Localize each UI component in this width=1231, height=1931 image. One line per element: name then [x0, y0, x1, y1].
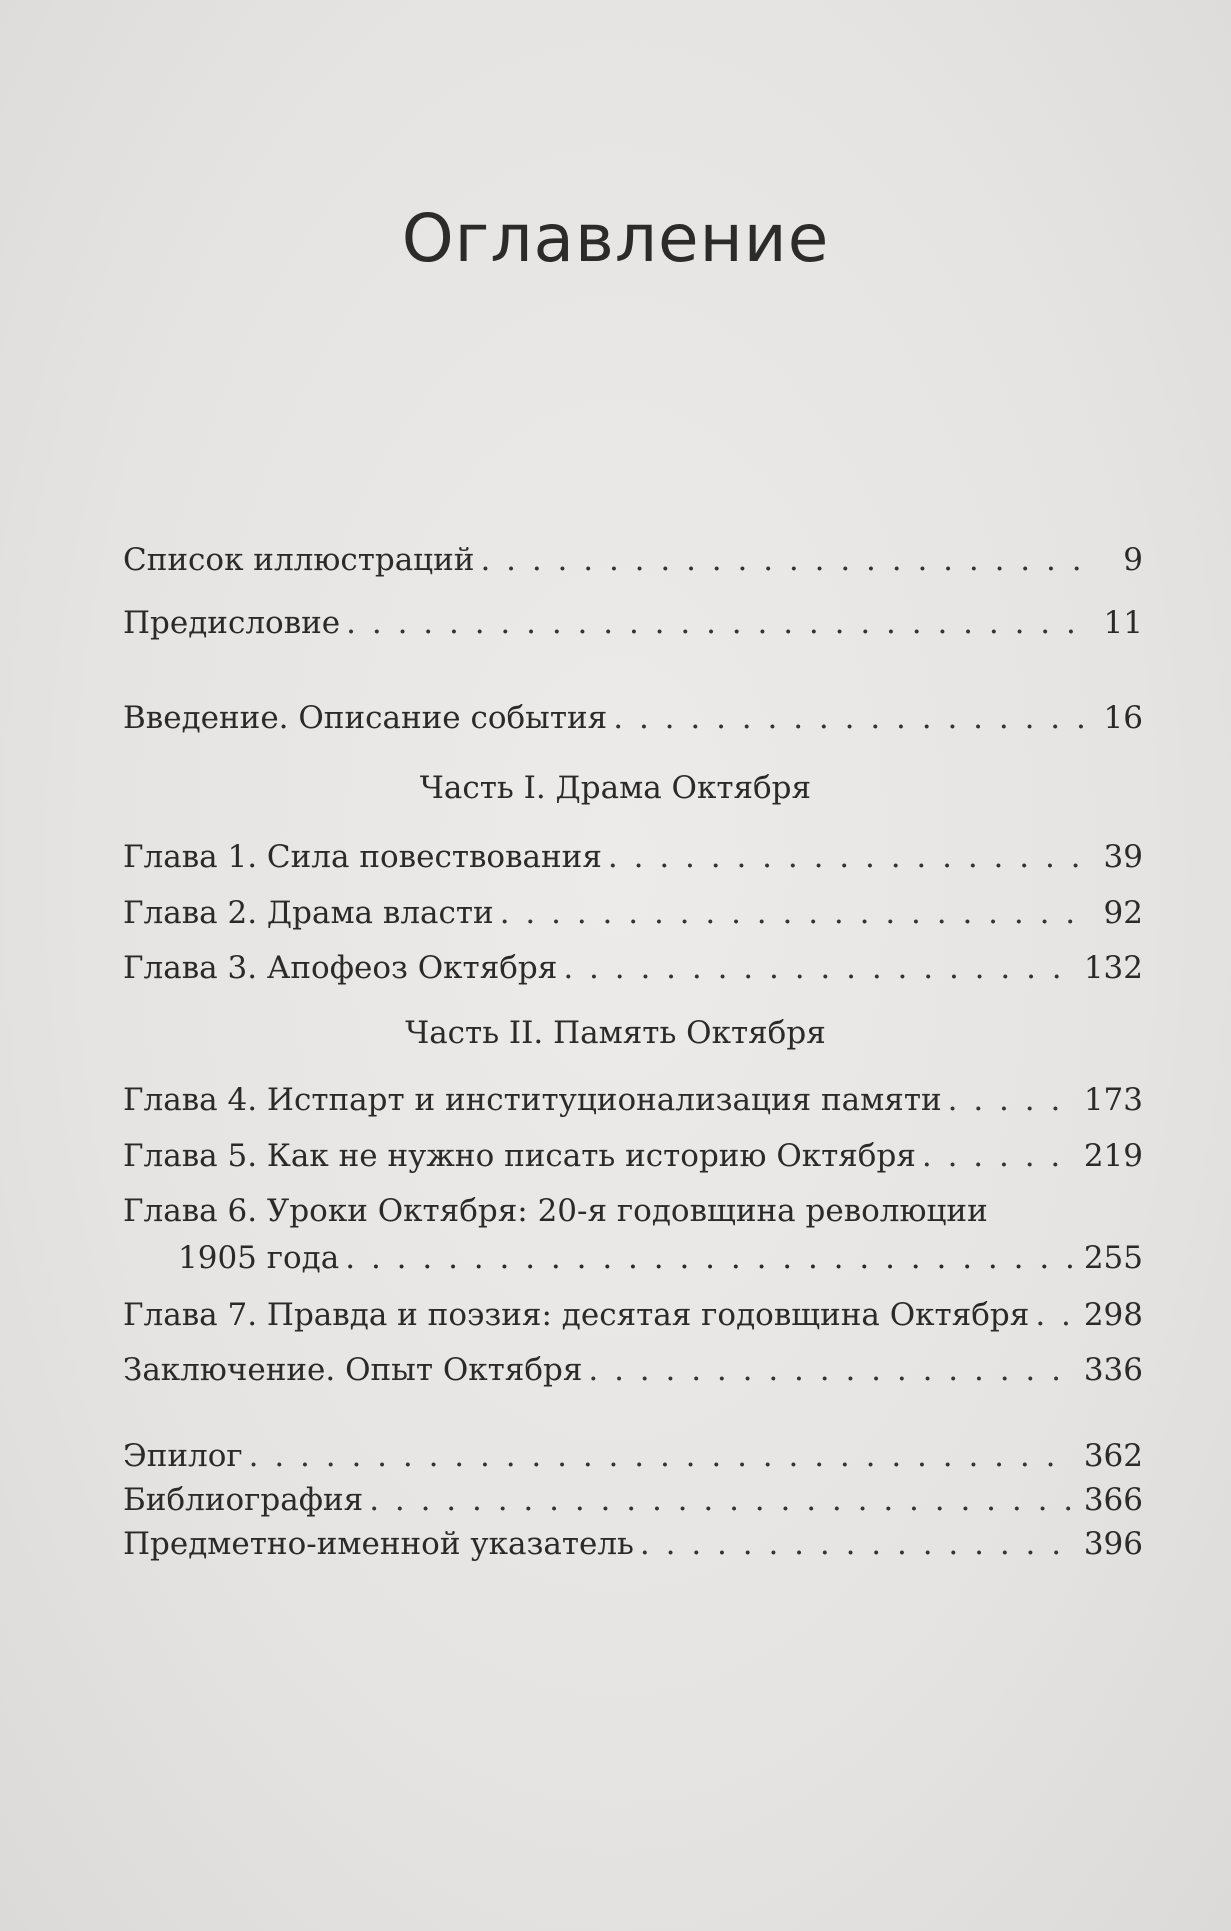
toc-entry-label: Предисловие	[123, 605, 341, 641]
page-title: Оглавление	[401, 200, 830, 277]
leader-dots	[613, 696, 1083, 740]
toc-entry-conclusion	[123, 1348, 1143, 1392]
toc-page-number: 132	[1083, 950, 1143, 986]
leader-dots	[922, 1134, 1074, 1178]
toc-entry-index	[123, 1522, 1143, 1566]
leader-dots	[346, 601, 1083, 645]
leader-dots	[345, 1236, 1074, 1280]
toc-entry-label: Предметно-именной указатель	[123, 1526, 634, 1562]
toc-entry-epilogue	[123, 1434, 1143, 1478]
leader-dots	[608, 835, 1083, 879]
toc-entry-chapter-7	[123, 1293, 1143, 1337]
toc-entry-introduction	[123, 696, 1143, 740]
toc-page-number: 362	[1083, 1438, 1143, 1474]
part-heading-1: Часть I. Драма Октября	[419, 770, 812, 806]
toc-entry-label: Глава 4. Истпарт и институционализация памяти	[123, 1082, 942, 1118]
toc-page-number: 92	[1103, 895, 1143, 931]
leader-dots	[563, 946, 1074, 990]
toc-entry-label: Глава 1. Сила повествования	[123, 839, 602, 875]
toc-page-number: 173	[1083, 1082, 1143, 1118]
toc-entry-label: Введение. Описание события	[123, 700, 608, 736]
toc-entry-label: 1905 года	[178, 1240, 340, 1276]
toc-entry-chapter-1	[123, 835, 1143, 879]
toc-entry-label: Глава 6. Уроки Октября: 20-я годовщина революции	[123, 1193, 988, 1229]
leader-dots	[480, 538, 1083, 582]
leader-dots	[1035, 1293, 1074, 1337]
toc-entry-label: Список иллюстраций	[123, 542, 475, 578]
leader-dots	[500, 891, 1083, 935]
toc-page-number: 9	[1123, 542, 1143, 578]
toc-entry-label: Глава 2. Драма власти	[123, 895, 494, 931]
toc-entry-chapter-2	[123, 891, 1143, 935]
toc-page-number: 11	[1103, 605, 1143, 641]
toc-page-number: 298	[1083, 1297, 1143, 1333]
toc-entry-chapter-6	[123, 1189, 1143, 1233]
toc-entry-label: Глава 3. Апофеоз Октября	[123, 950, 558, 986]
toc-entry-label: Библиография	[123, 1482, 364, 1518]
part-heading-2: Часть II. Память Октября	[405, 1015, 826, 1051]
toc-page-number: 39	[1103, 839, 1143, 875]
toc-page-number: 336	[1083, 1352, 1143, 1388]
toc-entry-bibliography	[123, 1478, 1143, 1522]
leader-dots	[369, 1478, 1074, 1522]
toc-entry-chapter-6-continued	[178, 1236, 1143, 1280]
toc-entry-chapter-4	[123, 1078, 1143, 1122]
toc-entry-label: Заключение. Опыт Октября	[123, 1352, 583, 1388]
toc-page-number: 16	[1103, 700, 1143, 736]
toc-entry-label: Глава 5. Как не нужно писать историю Октября	[123, 1138, 916, 1174]
leader-dots	[640, 1522, 1074, 1566]
toc-page-number: 366	[1083, 1482, 1143, 1518]
toc-page-number: 255	[1083, 1240, 1143, 1276]
toc-entry-label: Глава 7. Правда и поэзия: десятая годовщина Октября	[123, 1297, 1030, 1333]
toc-page-number: 219	[1083, 1138, 1143, 1174]
toc-entry-label: Эпилог	[123, 1438, 243, 1474]
toc-entry-chapter-3	[123, 946, 1143, 990]
leader-dots	[948, 1078, 1074, 1122]
toc-page-number: 396	[1083, 1526, 1143, 1562]
leader-dots	[249, 1434, 1074, 1478]
toc-entry-illustrations	[123, 538, 1143, 582]
toc-entry-preface	[123, 601, 1143, 645]
toc-entry-chapter-5	[123, 1134, 1143, 1178]
leader-dots	[588, 1348, 1073, 1392]
